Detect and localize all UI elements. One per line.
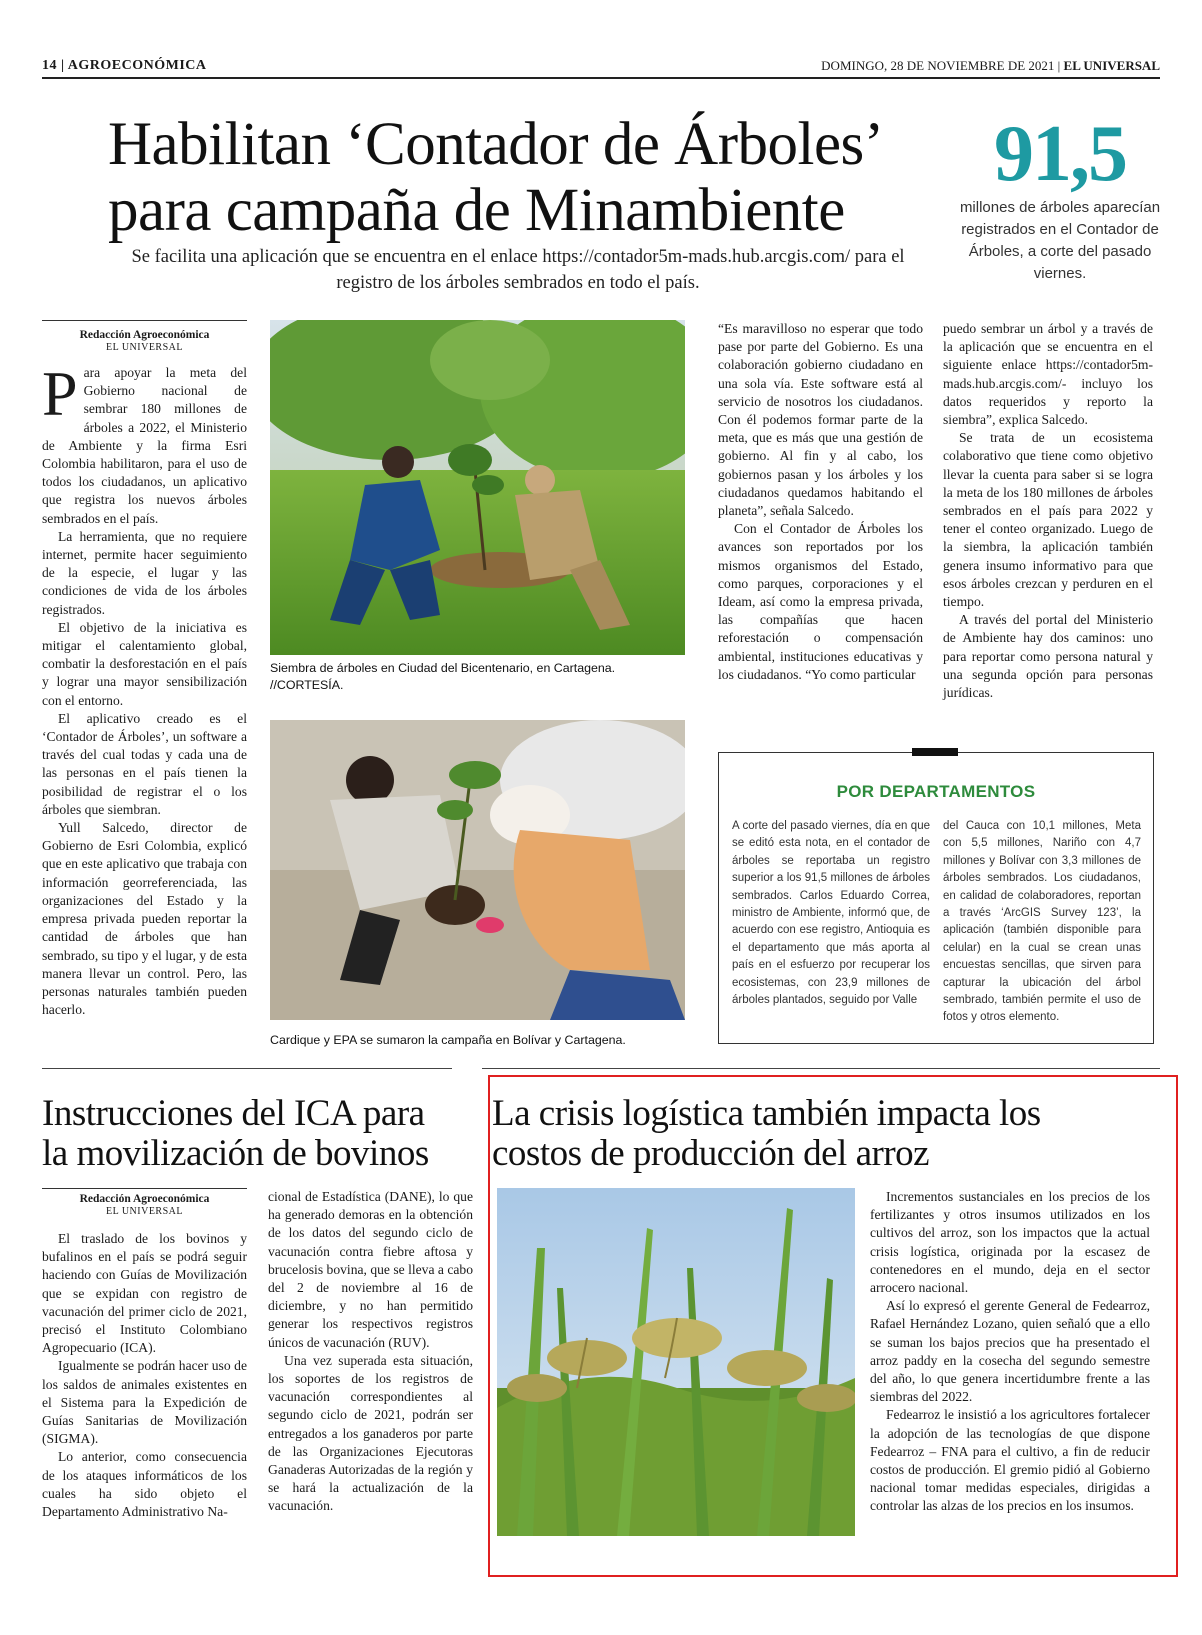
photo-planting-volunteers [270,720,685,1020]
section-rule [42,1068,452,1069]
paragraph: Una vez superada esta situación, los soportes de los registros de vacunación correspondientes al segundo ciclo de 2021, podrán ser entregados a los ganaderos por parte de las Organizaciones Ejecutoras Ganaderas Autorizadas de la región y se hará la actualización de la vacunación. [268,1352,473,1514]
main-article-column-3 [718,320,923,684]
paragraph: Lo anterior, como consecuencia de los ataques informáticos de los cuales ha sido objeto el Departamento Administrativo Na- [42,1449,247,1520]
paragraph: “Es maravilloso no esperar que todo pase por parte del Gobierno. Es una colaboración gobierno ciudadano en una sola vía. Este software está al servicio de nosotros los ciudadanos. Con él podemos formar parte de la meta, que es más que una gestión de gobierno. Al fin y al cabo, los gobiernos pasan y los árboles y los ciudadanos quedamos habitando el planeta”, señala Salcedo. [718,321,923,519]
main-subhead: Se facilita una aplicación que se encuentra en el enlace https://contador5m-mads.hub.arcgis.com/ para el registro de los árboles sembrados en todo el país. [131,247,905,293]
highlight-frame [488,1075,1178,1577]
main-article-column-1 [42,358,247,1019]
issue-date [760,58,1160,74]
ica-headline: Instrucciones del ICA para la movilización de bovinos [42,1093,429,1174]
paragraph: Yull Salcedo, director de Gobierno de Esri Colombia, explicó que en este aplicativo que trabaja con información georreferenciada, las organizaciones del Estado y la empresa privada pueden reportar la cantidad de árboles que han sembrado, su tipo y el lugar, y de esta manera llevar un control. Pero, las personas naturales también pueden hacerlo. [42,820,247,1018]
paragraph: Incrementos sustanciales en los precios de los fertilizantes y otros insumos utilizados en los cultivos del arroz, son los impactos que la actual crisis logística, originada por la escasez de contenedores en el mundo, deja en el sector arrocero nacional. [870,1189,1150,1296]
byline-author: Redacción Agroeconómica [79,1193,210,1205]
byline [42,1192,247,1218]
paragraph: El traslado de los bovinos y bufalinos en el país se podrá seguir haciendo con Guías de Movilización que se expidan con registro de vacunación del primer ciclo de 2021, precisó el Instituto Colombiano Agropecuario (ICA). [42,1231,247,1356]
box-tab-marker [912,748,958,756]
stat-number: 91,5 [994,110,1126,198]
photo-caption-1: Siembra de árboles en Ciudad del Bicentenario, en Cartagena. //CORTESÍA. [270,661,616,692]
paragraph: A través del portal del Ministerio de Ambiente hay dos caminos: uno para reportar como persona natural y una segunda opción para personas jurídicas. [943,612,1153,701]
ica-column-2 [268,1188,473,1516]
byline-author: Redacción Agroeconómica [79,329,210,341]
photo-caption-2: Cardique y EPA se sumaron la campaña en Bolívar y Cartagena. [270,1033,626,1047]
paragraph-text: ara apoyar la meta del Gobierno nacional de sembrar 180 millones de árboles a 2022, el Ministerio de Ambiente y la firma Esri Colombia habilitaron, para el uso de todos los ciudadanos, un aplicativo que registra los nuevos árboles sembrados en el país. [42,365,247,526]
ica-column-1 [42,1230,247,1521]
paragraph: La herramienta, que no requiere internet, permite hacer seguimiento de la especie, el lugar y las condiciones de vida de los árboles registrados. [42,528,247,617]
stat-text: millones de árboles aparecían registrados en el Contador de Árboles, a corte del pasado viernes. [959,199,1161,282]
paragraph: cional de Estadística (DANE), lo que ha generado demoras en la obtención de los datos del segundo ciclo de vacunación contra fiebre aftosa y brucelosis bovina, que se lleva a cabo del 2 de noviembre al 16 de diciembre, y no han permitido generar los respectivos registros únicos de vacunación (RUV). [268,1189,473,1350]
section-rule [482,1068,1160,1069]
paragraph: puedo sembrar un árbol y a través de la aplicación que se encuentra en el siguiente enlace https://contador5m-mads.hub.arcgis.com/- incluyo los datos requeridos y reporto la siembra”, explica Salcedo. [943,321,1153,428]
drop-cap: P [42,358,78,429]
header-rule [42,77,1160,79]
main-headline: Habilitan ‘Contador de Árboles’ para campaña de Minambiente [108,111,880,244]
photo-tree-planting [270,320,685,655]
paragraph: Con el Contador de Árboles los avances son reportados por los mismos organismos del Estado, como parques, corporaciones y el Ideam, así como la empresa privada, las compañías que hacen reforestación o compensación ambiental, instituciones educativas y los ciudadanos. “Yo como particular [718,521,923,682]
byline-paper: EL UNIVERSAL [105,1206,183,1217]
paragraph [42,358,247,528]
byline-rule [42,320,247,321]
box-column-1: A corte del pasado viernes, día en que se editó esta nota, en el contador de árboles se reportaba un registro superior a los 91,5 millones de árboles sembrados. Carlos Eduardo Correa, ministro de Ambiente, informó que, de acuerdo con ese registro, Antioquia es el departamento que más aporta al país en el esfuerzo por recuperar los ecosistemas, con 23,9 millones de árboles plantados, seguido por Valle [732,820,930,1007]
byline [42,328,247,354]
page-section-label: 14 | AGROECONÓMICA [42,58,207,73]
byline-rule [42,1188,247,1189]
paragraph: Se trata de un ecosistema colaborativo que tiene como objetivo llevar la cuenta para saber si se logra la meta de los 180 millones de árboles sembrados en el país para 2022 y tener el conteo organizado. Luego de la siembra, la aplicación también genera insumo informativo para que esos árboles crezcan y perduren en el tiempo. [943,430,1153,610]
paragraph: El aplicativo creado es el ‘Contador de Árboles’, un software a través del cual todas y cada una de las personas en el país tienen la posibilidad de registrar el o los árboles que siembran. [42,710,247,817]
date-text: DOMINGO, 28 DE NOVIEMBRE DE 2021 | [821,58,1061,73]
main-article-column-4 [943,320,1153,702]
paragraph: Fedearroz le insistió a los agricultores fortalecer la adopción de las tecnologías de que dispone Fedearroz – FNA para el cultivo, a fin de reducir costos de producción. El gremio pidió al Gobierno nacional tomar medidas especiales, dirigidas a controlar las alzas de los precios en los insumos. [870,1407,1150,1514]
paragraph: Así lo expresó el gerente General de Fedearroz, Rafael Hernández Lozano, quien señaló que a ello se suman los bajos precios que ha presentado el arroz paddy en la cosecha del segundo semestre del año, lo que genera incertidumbre frente a las siembras del 2022. [870,1298,1150,1405]
rice-headline: La crisis logística también impacta los costos de producción del arroz [492,1093,1041,1174]
paragraph: El objetivo de la iniciativa es mitigar el calentamiento global, combatir la desforestación en el país y lograr una mayor sensibilización con el entorno. [42,619,247,708]
byline-paper: EL UNIVERSAL [105,342,183,353]
box-column-2: del Cauca con 10,1 millones, Meta con 5,5 millones, Nariño con 4,7 millones y Bolívar con 3,3 millones de árboles sembrados. Los ciudadanos, en calidad de colaboradores, reportan a través ‘ArcGIS Survey 123’, la aplicación (también disponible para celular) en la cual se crean unas encuestas sencillas, que sirven para capturar la ubicación del árbol sembrado, también permite el uso de fotos y otros elemento. [943,820,1141,1024]
box-title: POR DEPARTAMENTOS [836,782,1036,801]
newspaper-name: EL UNIVERSAL [1063,58,1160,73]
paragraph: Igualmente se podrán hacer uso de los saldos de animales existentes en el Sistema para la Expedición de Guías Sanitarias de Movilización (SIGMA). [42,1358,247,1447]
